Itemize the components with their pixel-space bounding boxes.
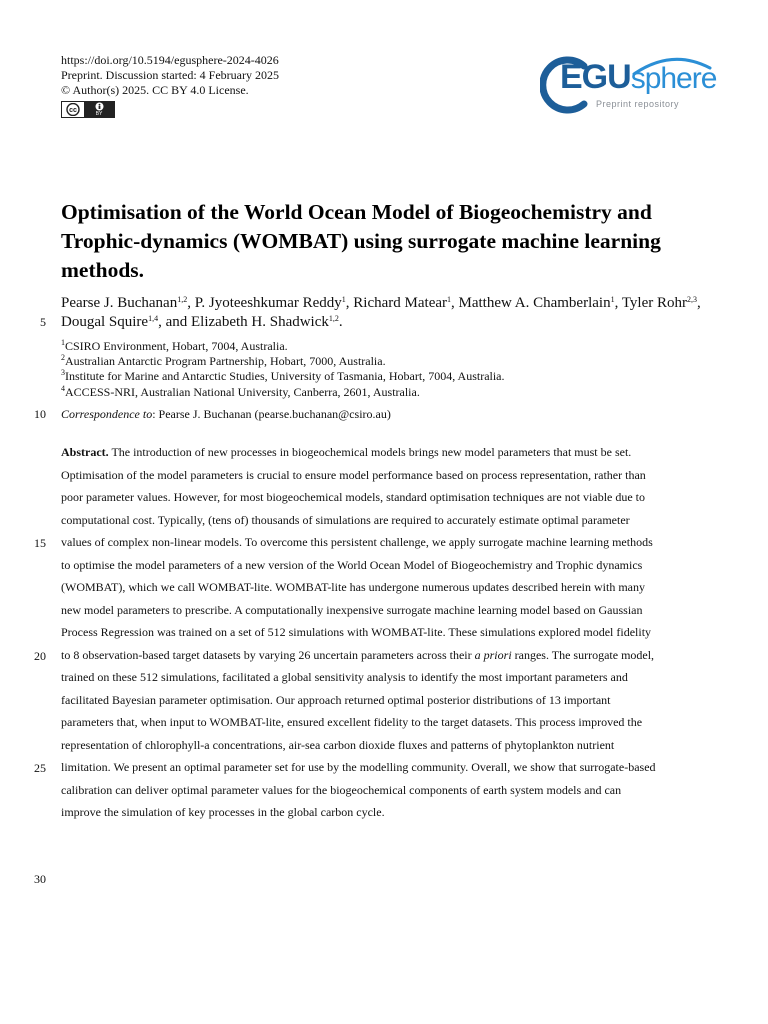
author: P. Jyoteeshkumar Reddy xyxy=(194,295,342,311)
author: Dougal Squire xyxy=(61,314,149,330)
affiliation-item: $^2$Australian Antarctic Program Partnership, Hobart, 7000, Australia. xyxy=(61,353,386,369)
affiliation-item: $^3$Institute for Marine and Antarctic Studies, University of Tasmania, Hobart, 7004, Australia. xyxy=(61,368,505,384)
copyright-notice: © Author(s) 2025. CC BY 4.0 License. xyxy=(61,83,249,97)
abstract-line: values of complex non-linear models. To overcome this persistent challenge, we apply surrogate machine learning methods xyxy=(61,535,653,549)
abstract-line: new model parameters to prescribe. A computationally inexpensive surrogate machine learning model based on Gaussian xyxy=(61,602,643,617)
author-list: Pearse J. Buchanan$^{1,2}$, P. Jyoteeshkumar Reddy$^1$, Richard Matear$^1$, Matthew A. Chamberlain$^1$, Tyler Rohr$^{2,3}$, Dougal Squire$^{1,4}$, and Elizabeth H. Shadwick$^{1,2}$. xyxy=(61,295,701,330)
abstract-heading: Abstract. xyxy=(61,445,109,459)
line-number: 10 xyxy=(34,407,46,421)
egusphere-logo[interactable] xyxy=(540,54,717,114)
affiliation-item: $^1$CSIRO Environment, Hobart, 7004, Australia. xyxy=(61,338,288,353)
author: Elizabeth H. Shadwick xyxy=(191,314,329,330)
cc-icon-label: cc xyxy=(69,107,77,115)
abstract-line: facilitated Bayesian parameter optimisation. Our approach returned optimal posterior distributions of 13 important xyxy=(61,692,611,707)
line-number: 5 xyxy=(40,315,46,329)
abstract-line: limitation. We present an optimal parameter set for use by the modelling community. Overall, we show that surrogate-based xyxy=(61,760,656,774)
abstract-line: poor parameter values. However, for most biogeochemical models, standard optimisation techniques are not viable due to xyxy=(61,490,646,504)
affiliation-list xyxy=(61,339,505,400)
abstract-line: representation of chlorophyll-a concentrations, air-sea carbon dioxide fluxes and patterns of phytoplankton nutrient xyxy=(61,737,615,752)
title-line: methods. xyxy=(61,258,145,282)
abstract-line: Abstract. The introduction of new processes in biogeochemical models brings new model parameters that must be set. xyxy=(61,445,632,459)
line-number: 30 xyxy=(34,872,46,886)
line-number: 25 xyxy=(34,761,46,775)
author: Richard Matear xyxy=(353,295,448,311)
logo-sphere: sphere xyxy=(630,62,717,95)
author-affiliation: 1,2 xyxy=(328,314,339,323)
author-affiliation: 1,2 xyxy=(177,295,188,304)
abstract-line: to 8 observation-based target datasets by varying 26 uncertain parameters across their a priori ranges. The surrogate model, xyxy=(61,647,655,662)
author-affiliation: 1 xyxy=(610,295,615,304)
logo-wordmark xyxy=(560,58,716,97)
author: Pearse J. Buchanan xyxy=(61,295,178,311)
title-line: Trophic-dynamics (WOMBAT) using surrogate machine learning xyxy=(61,229,661,253)
abstract xyxy=(61,441,711,824)
author: Matthew A. Chamberlain xyxy=(458,295,611,311)
abstract-line: parameters that, when input to WOMBAT-lite, ensured excellent fidelity to the target datasets. This process improved the xyxy=(61,715,643,729)
line-number: 15 xyxy=(34,536,46,550)
author-affiliation: 1 xyxy=(341,295,346,304)
correspondence-label: Correspondence to xyxy=(61,407,153,421)
correspondence xyxy=(61,407,391,422)
paper-header xyxy=(61,53,279,120)
abstract-line: calibration can deliver optimal parameter values for the biogeochemical components of earth system models and can xyxy=(61,782,622,797)
author-affiliation: 1 xyxy=(447,295,452,304)
abstract-line: to optimise the model parameters of a new version of the World Ocean Model of Biogeochemistry and Trophic dynamics xyxy=(61,557,643,572)
abstract-line: computational cost. Typically, (tens of) thousands of simulations are required to accurately estimate optimal parameter xyxy=(61,512,630,527)
author-affiliation: 2,3 xyxy=(687,295,697,304)
abstract-line: (WOMBAT), which we call WOMBAT-lite. WOMBAT-lite has undergone numerous updates described herein with many xyxy=(61,580,646,594)
abstract-line: Optimisation of the model parameters is crucial to ensure model performance based on process representation, rather than xyxy=(61,467,646,482)
title-line: Optimisation of the World Ocean Model of Biogeochemistry and xyxy=(61,200,652,224)
preprint-date: Preprint. Discussion started: 4 February 2025 xyxy=(61,68,279,82)
logo-subtitle: Preprint repository xyxy=(596,99,680,109)
correspondence-text: : Pearse J. Buchanan (pearse.buchanan@csiro.au) xyxy=(152,407,391,421)
by-label: BY xyxy=(95,111,103,117)
a-priori: a priori xyxy=(474,647,512,662)
line-number: 20 xyxy=(34,649,46,663)
affiliation-item: $^4$ACCESS-NRI, Australian National University, Canberra, 2601, Australia. xyxy=(61,383,420,399)
abstract-line: Process Regression was trained on a set of 512 simulations with WOMBAT-lite. These simulations explored model fidelity xyxy=(61,625,652,639)
paper-title xyxy=(61,198,721,285)
cc-icon xyxy=(62,102,84,117)
abstract-line: improve the simulation of key processes in the global carbon cycle. xyxy=(61,805,385,819)
doi-link[interactable]: https://doi.org/10.5194/egusphere-2024-4026 xyxy=(61,53,279,67)
author-affiliation: 1,4 xyxy=(148,314,159,323)
cc-by-license-badge[interactable] xyxy=(61,101,115,118)
by-icon xyxy=(84,102,114,117)
author: Tyler Rohr xyxy=(621,295,687,311)
logo-egu: EGU xyxy=(560,58,631,96)
abstract-line: trained on these 512 simulations, facilitated a global sensitivity analysis to identify the most important parameters and xyxy=(61,670,628,684)
